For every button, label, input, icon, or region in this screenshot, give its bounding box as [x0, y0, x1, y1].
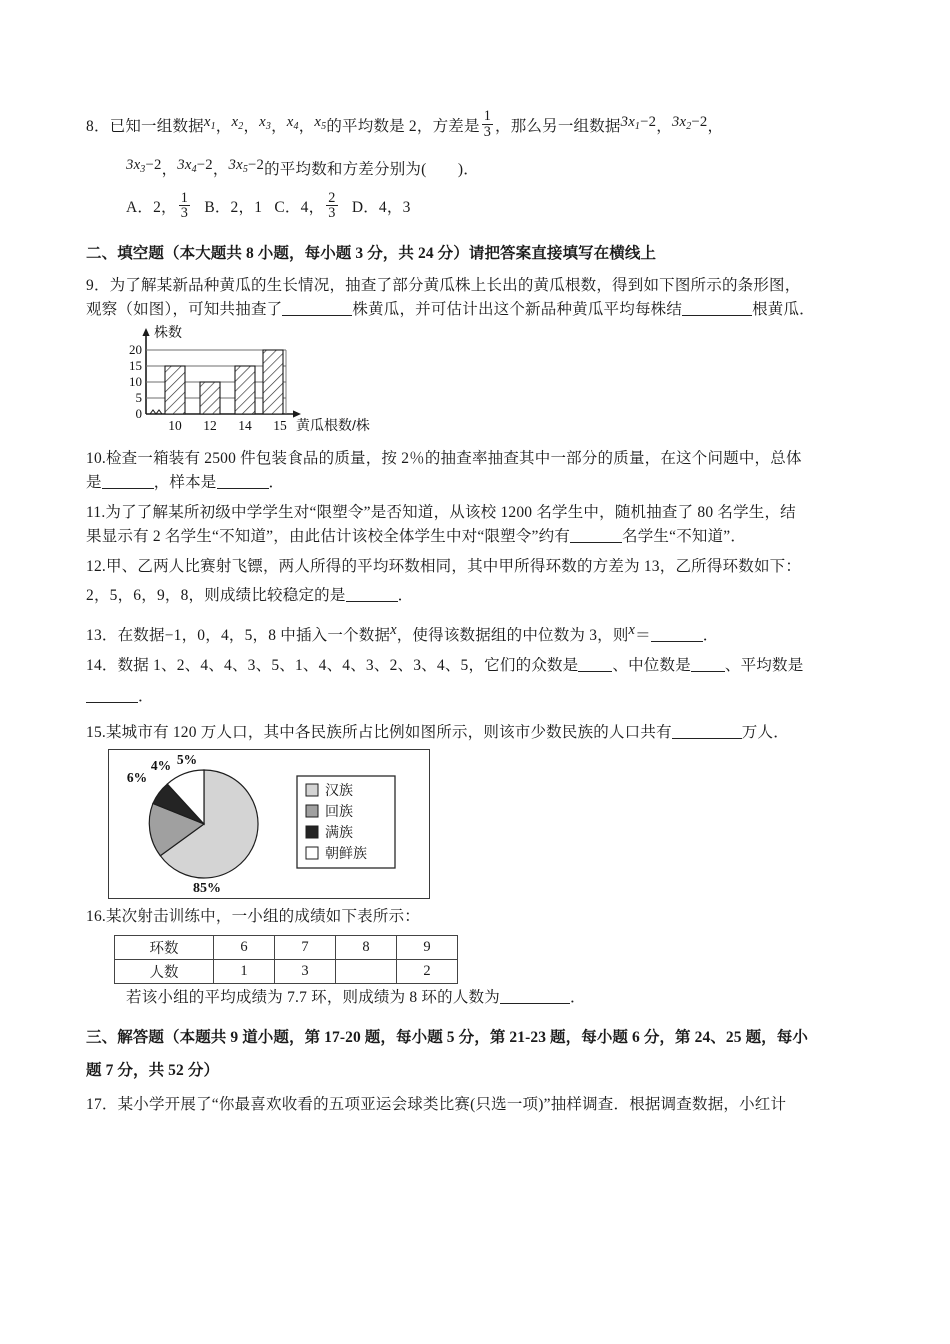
table-row — [115, 960, 458, 984]
question-13-text-a: 在数据−1，0，4，5，8 中插入一个数据 — [117, 627, 391, 645]
svg-text:20: 20 — [129, 341, 142, 357]
answer-blank-q10-2[interactable] — [217, 473, 269, 489]
section-3-heading — [86, 1022, 876, 1087]
question-17-text-1: 某小学开展了“你最喜欢收看的五项亚运会球类比赛(只选一项)”抽样调查．根据调查数据，小红计 — [117, 1096, 787, 1114]
fraction-one-third: $\frac{1}{3}$ — [483, 108, 492, 140]
table-row — [115, 936, 458, 960]
math-expr-4: $3x_4-2$ — [177, 156, 213, 175]
question-11-text-1: 为了了解某所初级中学学生对“限塑令”是否知道，从该校 1200 名学生中，随机抽查了 80 名学生，结 — [105, 503, 796, 521]
question-11-line-1 — [86, 501, 876, 525]
bar-chart-xlabel: 黄瓜根数/株 — [296, 416, 370, 433]
section-3-heading-line-1: 三、解答题（本题共 9 道小题，第 17-20 题，每小题 5 分，第 21-23 题，每小题 6 分，第 24、25 题，每小 — [86, 1029, 808, 1047]
math-x5: $x_5$ — [314, 114, 327, 132]
question-9-number: 9． — [86, 276, 110, 294]
legend-swatch-chaoxian — [306, 847, 318, 859]
cell-count-4: 2 — [397, 960, 458, 984]
option-c[interactable]: C．4， $\frac{2}{3}$ — [274, 189, 336, 222]
answer-blank-q13[interactable] — [651, 626, 703, 642]
legend-label-hui: 回族 — [325, 803, 353, 820]
bar-10 — [165, 366, 185, 414]
question-12-text-2a: 2，5，6，9，8，则成绩比较稳定的是 — [86, 586, 346, 604]
question-9-text-2b: 株黄瓜，并可估计出这个新品种黄瓜平均每株结 — [352, 300, 683, 318]
question-8-text-d: 的平均数和方差分别为( )． — [264, 160, 479, 178]
pie-label-85: 85% — [193, 881, 221, 897]
question-14-text-b: 、中位数是 — [612, 657, 691, 675]
svg-text:0: 0 — [135, 405, 142, 421]
question-17-number: 17． — [86, 1096, 118, 1114]
option-a[interactable]: A．2， $\frac{1}{3}$ — [126, 189, 189, 222]
question-16-note-text: 若该小组的平均成绩为 7.7 环，则成绩为 8 环的人数为 — [126, 989, 500, 1007]
bar-14 — [235, 366, 255, 414]
question-14-text-a: 数据 1、2、4、4、3、5、1、4、4、3、2、3、4、5，它们的众数是 — [117, 657, 579, 675]
option-d[interactable]: D．4，3 — [351, 199, 411, 217]
question-8-text-c: ，那么另一组数据 — [495, 117, 621, 135]
answer-blank-q15[interactable] — [672, 724, 742, 740]
question-14-line-1 — [86, 654, 876, 678]
question-15-line-1 — [86, 721, 876, 745]
question-17 — [86, 1089, 876, 1120]
cell-rings-2: 7 — [275, 936, 336, 960]
svg-text:10: 10 — [129, 373, 142, 389]
cell-count-2: 3 — [275, 960, 336, 984]
question-10 — [86, 447, 876, 495]
question-14-text-c: 、平均数是 — [724, 657, 804, 675]
question-12-line-2 — [86, 579, 876, 613]
math-x2: $x_2$ — [231, 114, 244, 132]
bar-chart-svg — [104, 324, 404, 436]
question-15-text-a: 某城市有 120 万人口，其中各民族所占比例如图所示，则该市少数民族的人口共有 — [105, 724, 672, 742]
score-table — [114, 935, 458, 984]
table-row-label-rings: 环数 — [115, 936, 214, 960]
question-8-line-2: $3x_3-2$，$3x_4-2$，$3x_5-2$的平均数和方差分别为( )． — [126, 147, 876, 190]
section-2-heading: 二、填空题（本大题共 8 小题，每小题 3 分，共 24 分）请把答案直接填写在横线上 — [86, 244, 657, 262]
bar-chart-ylabel: 株数 — [154, 323, 182, 340]
cell-rings-1: 6 — [214, 936, 275, 960]
svg-text:14: 14 — [238, 417, 252, 433]
option-b[interactable]: B．2，1 — [204, 199, 263, 217]
answer-blank-q12[interactable] — [346, 586, 398, 602]
question-9-text-2a: 观察（如图），可知共抽查了 — [86, 300, 283, 318]
cell-count-1: 1 — [214, 960, 275, 984]
question-12-number: 12. — [86, 557, 106, 575]
section-3-heading-line-2: 题 7 分，共 52 分） — [86, 1061, 220, 1079]
answer-blank-q16[interactable] — [500, 989, 570, 1005]
math-x4: $x_4$ — [286, 114, 299, 132]
pie-label-4: 4% — [150, 758, 172, 774]
question-10-text-2c: ． — [268, 473, 285, 491]
svg-text:5: 5 — [135, 389, 142, 405]
table-row-label-count: 人数 — [115, 960, 214, 984]
legend-swatch-man — [306, 826, 318, 838]
cell-rings-4: 9 — [397, 936, 458, 960]
answer-blank-q14-3[interactable] — [86, 687, 138, 703]
question-8-text-a: 已知一组数据 — [109, 117, 204, 135]
question-14 — [86, 654, 876, 715]
question-10-text-1: 检查一箱装有 2500 件包装食品的质量，按 2％的抽查率抽查其中一部分的质量，在这个问题中，总体 — [105, 449, 802, 467]
question-8-text-b: 的平均数是 2，方差是 — [326, 117, 480, 135]
question-10-line-2 — [86, 471, 876, 495]
question-16-note — [126, 986, 876, 1010]
question-10-number: 10. — [86, 449, 106, 467]
question-12-text-2b: ． — [397, 586, 414, 604]
question-13-line-1 — [86, 619, 876, 648]
cell-rings-3: 8 — [336, 936, 397, 960]
question-15-text-b: 万人． — [741, 724, 789, 742]
answer-blank-q11[interactable] — [570, 527, 622, 543]
fraction-a: $\frac{1}{3}$ — [180, 189, 189, 222]
question-9-line-1 — [86, 274, 876, 298]
answer-blank-q14-2[interactable] — [691, 656, 725, 672]
bar-chart-cucumber — [104, 324, 876, 441]
svg-text:12: 12 — [203, 417, 217, 433]
pie-label-5: 5% — [176, 752, 198, 768]
math-var-x-b: x — [628, 622, 636, 639]
question-16-text-a: 某次射击训练中，一小组的成绩如下表所示： — [105, 908, 420, 926]
legend-label-man: 满族 — [325, 824, 353, 841]
question-13-text-c: ＝ — [635, 627, 651, 645]
legend-label-chaoxian: 朝鲜族 — [325, 845, 367, 862]
page-content — [86, 104, 876, 1126]
math-expr-5: $3x_5-2$ — [228, 156, 265, 175]
question-13-text-d: ． — [702, 627, 719, 645]
legend-swatch-hui — [306, 805, 318, 817]
answer-blank-q14-1[interactable] — [578, 656, 612, 672]
question-15-number: 15. — [86, 724, 106, 742]
question-10-text-2a: 是 — [86, 473, 102, 491]
question-11-text-2a: 果显示有 2 名学生“不知道”，由此估计该校全体学生中对“限塑令”约有 — [86, 527, 571, 545]
answer-blank-q9-1[interactable] — [282, 300, 352, 316]
question-8-number: 8． — [86, 117, 110, 135]
question-13 — [86, 619, 876, 648]
math-var-x-a: x — [390, 622, 397, 639]
question-8-line-1: 8．已知一组数据$x_1$，$x_2$，$x_3$，$x_4$，$x_5$的平均数是 2，方差是 $\frac{1}{3}$ ，那么另一组数据$3x_1-2$，$3x_2-2$， — [86, 104, 876, 147]
pie-chart-ethnic — [108, 749, 430, 899]
question-9 — [86, 274, 876, 441]
svg-text:15: 15 — [273, 417, 287, 433]
math-x3: $x_3$ — [259, 114, 272, 132]
svg-text:15: 15 — [129, 357, 142, 373]
question-12-line-1 — [86, 555, 876, 579]
question-12-text-1: 甲、乙两人比赛射飞镖，两人所得的平均环数相同，其中甲所得环数的方差为 13，乙所得环数如下： — [105, 557, 802, 575]
question-8-options — [126, 189, 876, 228]
math-expr-2: $3x_2-2$ — [671, 114, 708, 132]
question-16-line-1 — [86, 905, 876, 929]
question-13-text-b: ，使得该数据组的中位数为 3，则 — [396, 627, 629, 645]
question-9-text-2c: 根黄瓜． — [752, 300, 815, 318]
pie-label-6: 6% — [126, 770, 148, 786]
question-9-text-1: 为了解某新品种黄瓜的生长情况，抽查了部分黄瓜株上长出的黄瓜根数，得到如下图所示的条形图， — [109, 276, 801, 294]
question-10-text-2b: ，样本是 — [153, 473, 217, 491]
question-17-line-1 — [86, 1089, 876, 1120]
svg-text:10: 10 — [168, 417, 182, 433]
question-13-number: 13． — [86, 627, 118, 645]
fraction-c: $\frac{2}{3}$ — [328, 189, 336, 222]
question-14-number: 14． — [86, 657, 118, 675]
question-16-number: 16. — [86, 908, 106, 926]
question-14-text-d: ． — [138, 688, 154, 706]
question-11 — [86, 501, 876, 549]
answer-blank-q9-2[interactable] — [682, 300, 752, 316]
answer-blank-q10-1[interactable] — [102, 473, 154, 489]
question-9-line-2 — [86, 298, 876, 322]
question-16-note-tail: ． — [569, 989, 586, 1007]
math-expr-1: $3x_1-2$ — [620, 114, 657, 132]
question-11-line-2 — [86, 525, 876, 549]
question-15 — [86, 721, 876, 899]
question-8 — [86, 104, 876, 228]
bar-12 — [200, 382, 220, 414]
pie-chart-svg — [109, 750, 429, 898]
question-16 — [86, 905, 876, 1010]
question-14-line-2 — [86, 678, 876, 715]
legend-label-han: 汉族 — [325, 782, 353, 799]
question-11-text-2b: 名学生“不知道”． — [622, 527, 747, 545]
question-10-line-1 — [86, 447, 876, 471]
question-11-number: 11. — [86, 503, 106, 521]
bar-15 — [263, 350, 283, 414]
cell-count-3 — [336, 960, 397, 984]
question-12 — [86, 555, 876, 613]
legend-swatch-han — [306, 784, 318, 796]
math-x1: $x_1$ — [203, 114, 216, 132]
math-expr-3: $3x_3-2$ — [126, 156, 162, 175]
